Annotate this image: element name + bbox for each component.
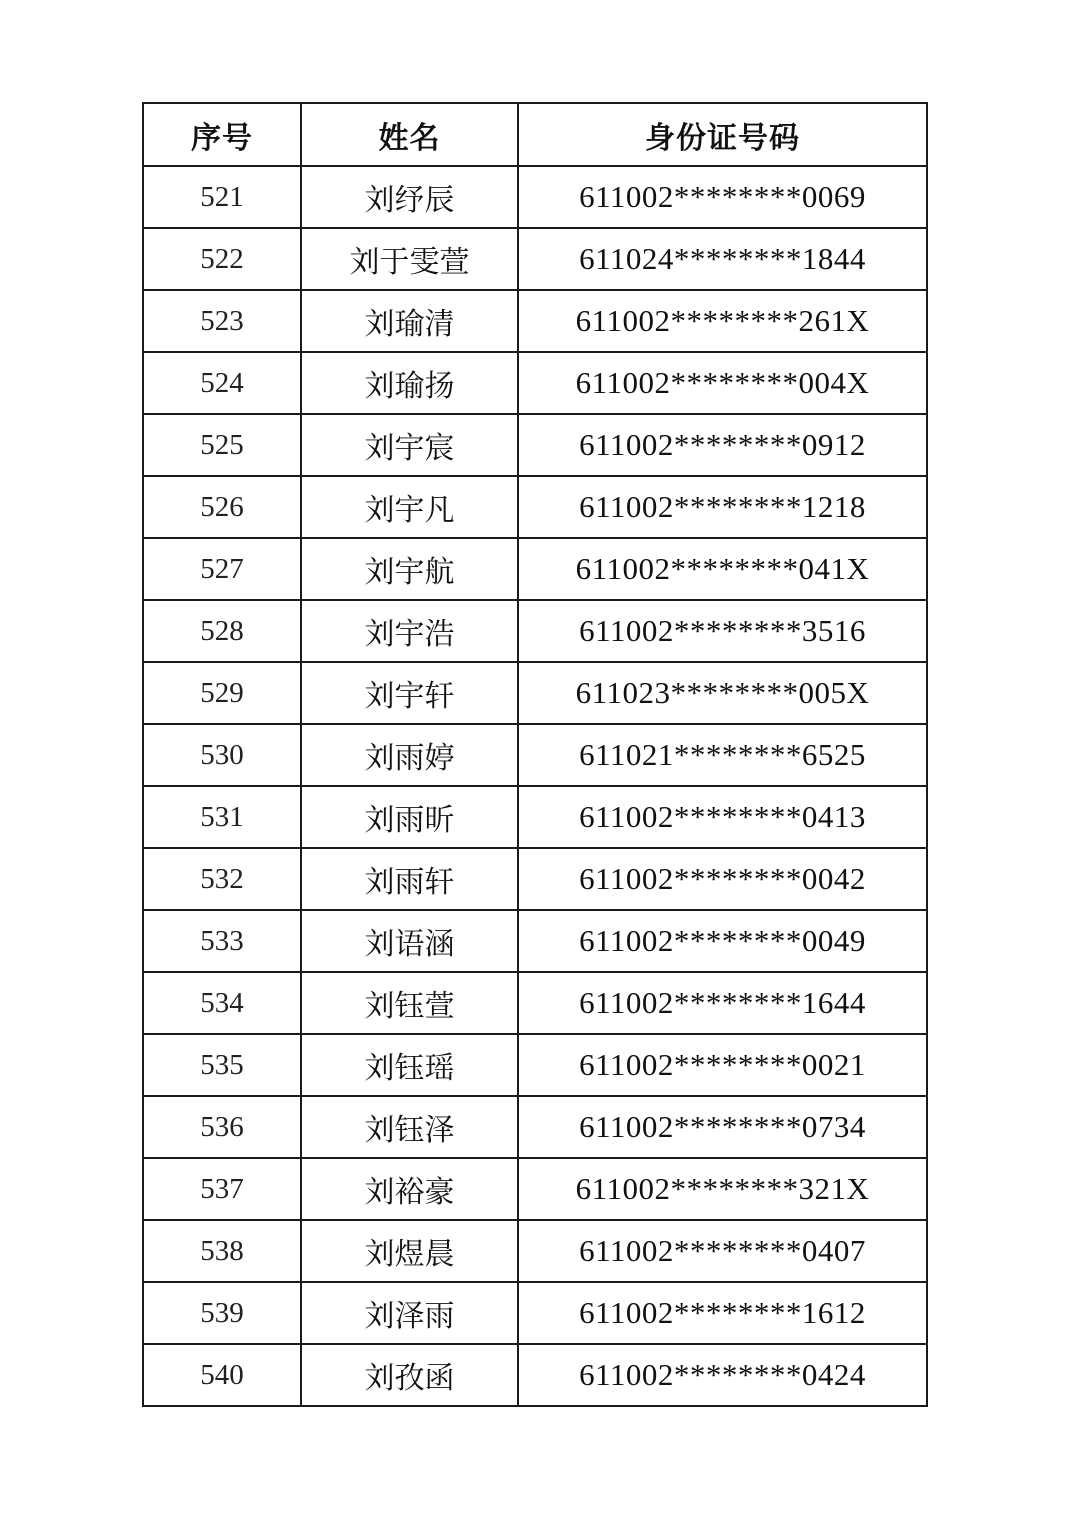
header-seq: 序号 <box>143 103 301 166</box>
header-row <box>143 103 927 166</box>
table-row <box>143 166 927 228</box>
table-row <box>143 786 927 848</box>
row-name-cell: 刘雨婷 <box>301 724 518 786</box>
row-seq-cell: 527 <box>143 538 301 600</box>
row-id-number-cell: 611002********3516 <box>518 600 927 662</box>
row-name-cell: 刘宇浩 <box>301 600 518 662</box>
row-name-cell: 刘瑜清 <box>301 290 518 352</box>
table-row <box>143 910 927 972</box>
row-seq-cell: 539 <box>143 1282 301 1344</box>
row-name-cell: 刘钰泽 <box>301 1096 518 1158</box>
row-seq-cell: 535 <box>143 1034 301 1096</box>
row-seq-cell: 537 <box>143 1158 301 1220</box>
table-row <box>143 1282 927 1344</box>
table-row <box>143 352 927 414</box>
row-seq-cell: 529 <box>143 662 301 724</box>
row-name-cell: 刘钰萱 <box>301 972 518 1034</box>
table-row <box>143 290 927 352</box>
row-id-number-cell: 611002********0049 <box>518 910 927 972</box>
row-id-number-cell: 611002********0734 <box>518 1096 927 1158</box>
row-id-number-cell: 611021********6525 <box>518 724 927 786</box>
row-name-cell: 刘裕豪 <box>301 1158 518 1220</box>
header-id-number: 身份证号码 <box>518 103 927 166</box>
row-id-number-cell: 611002********0424 <box>518 1344 927 1406</box>
row-id-number-cell: 611024********1844 <box>518 228 927 290</box>
row-id-number-cell: 611002********321X <box>518 1158 927 1220</box>
row-id-number-cell: 611002********1612 <box>518 1282 927 1344</box>
table-row <box>143 1220 927 1282</box>
table-row <box>143 848 927 910</box>
row-seq-cell: 530 <box>143 724 301 786</box>
row-seq-cell: 540 <box>143 1344 301 1406</box>
row-id-number-cell: 611002********261X <box>518 290 927 352</box>
table-row <box>143 662 927 724</box>
row-seq-cell: 526 <box>143 476 301 538</box>
table-row <box>143 476 927 538</box>
table-row <box>143 1034 927 1096</box>
row-seq-cell: 538 <box>143 1220 301 1282</box>
row-name-cell: 刘钰瑶 <box>301 1034 518 1096</box>
row-id-number-cell: 611002********004X <box>518 352 927 414</box>
row-name-cell: 刘孜函 <box>301 1344 518 1406</box>
roster-table <box>142 102 928 1407</box>
table-header <box>143 103 927 166</box>
row-name-cell: 刘宇凡 <box>301 476 518 538</box>
row-name-cell: 刘煜晨 <box>301 1220 518 1282</box>
row-seq-cell: 525 <box>143 414 301 476</box>
row-seq-cell: 528 <box>143 600 301 662</box>
row-seq-cell: 521 <box>143 166 301 228</box>
row-seq-cell: 522 <box>143 228 301 290</box>
row-id-number-cell: 611002********0407 <box>518 1220 927 1282</box>
table-row <box>143 724 927 786</box>
row-name-cell: 刘纾辰 <box>301 166 518 228</box>
row-name-cell: 刘雨昕 <box>301 786 518 848</box>
row-name-cell: 刘宇航 <box>301 538 518 600</box>
row-name-cell: 刘瑜扬 <box>301 352 518 414</box>
table-row <box>143 538 927 600</box>
table-row <box>143 972 927 1034</box>
row-name-cell: 刘语涵 <box>301 910 518 972</box>
row-id-number-cell: 611002********0021 <box>518 1034 927 1096</box>
table-row <box>143 1344 927 1406</box>
row-name-cell: 刘泽雨 <box>301 1282 518 1344</box>
table-row <box>143 1158 927 1220</box>
row-name-cell: 刘于雯萱 <box>301 228 518 290</box>
header-name: 姓名 <box>301 103 518 166</box>
row-id-number-cell: 611002********0413 <box>518 786 927 848</box>
row-seq-cell: 524 <box>143 352 301 414</box>
table-row <box>143 1096 927 1158</box>
row-id-number-cell: 611023********005X <box>518 662 927 724</box>
row-name-cell: 刘宇轩 <box>301 662 518 724</box>
row-name-cell: 刘宇宸 <box>301 414 518 476</box>
row-seq-cell: 533 <box>143 910 301 972</box>
row-seq-cell: 523 <box>143 290 301 352</box>
row-seq-cell: 534 <box>143 972 301 1034</box>
table-body <box>143 166 927 1406</box>
row-id-number-cell: 611002********0069 <box>518 166 927 228</box>
row-id-number-cell: 611002********1644 <box>518 972 927 1034</box>
row-id-number-cell: 611002********0042 <box>518 848 927 910</box>
table-row <box>143 600 927 662</box>
table-row <box>143 414 927 476</box>
row-id-number-cell: 611002********041X <box>518 538 927 600</box>
row-id-number-cell: 611002********0912 <box>518 414 927 476</box>
row-name-cell: 刘雨轩 <box>301 848 518 910</box>
table-row <box>143 228 927 290</box>
row-seq-cell: 536 <box>143 1096 301 1158</box>
row-seq-cell: 532 <box>143 848 301 910</box>
row-id-number-cell: 611002********1218 <box>518 476 927 538</box>
row-seq-cell: 531 <box>143 786 301 848</box>
